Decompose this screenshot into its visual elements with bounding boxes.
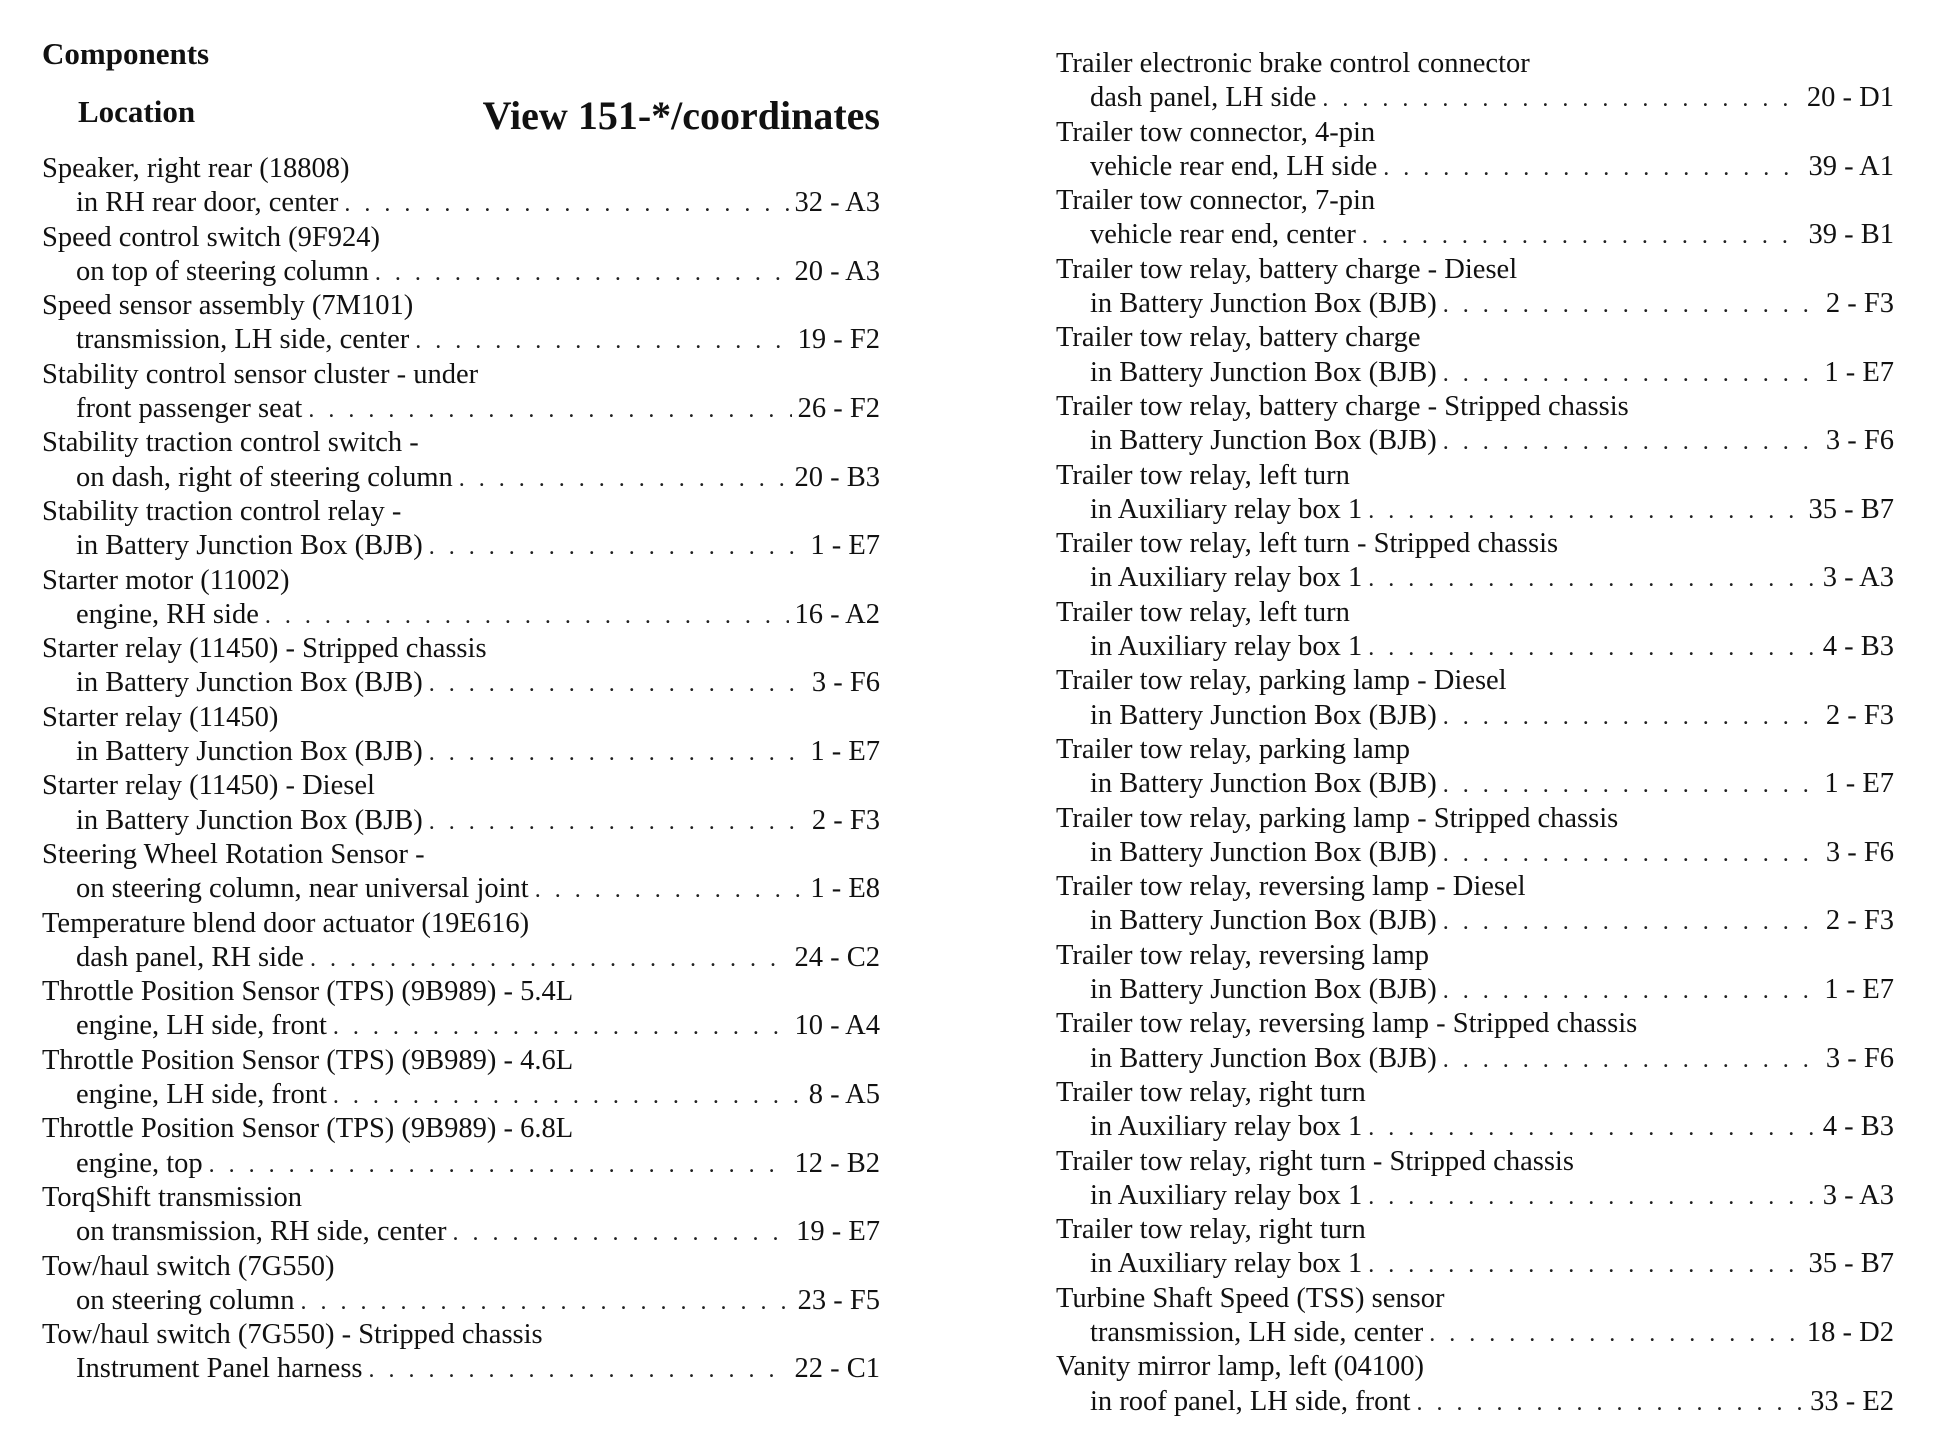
component-location-row — [1056, 150, 1894, 184]
component-name: Tow/haul switch (7G550) - Stripped chassis — [42, 1319, 543, 1351]
dot-leader — [369, 1358, 789, 1382]
component-location-row — [42, 598, 880, 632]
component-name: Starter relay (11450) - Diesel — [42, 770, 375, 802]
view-coordinate: 20 - B3 — [794, 461, 880, 493]
view-coordinate: 12 - B2 — [794, 1147, 880, 1179]
component-name: Throttle Position Sensor (TPS) (9B989) - 5.4L — [42, 976, 574, 1008]
component-entry — [42, 289, 880, 358]
dot-leader — [1443, 910, 1820, 934]
component-entry — [1056, 116, 1894, 185]
component-location: in Battery Junction Box (BJB) — [1090, 974, 1437, 1006]
dot-leader — [300, 1290, 791, 1314]
component-name: Trailer tow relay, reversing lamp - Stripped chassis — [1056, 1008, 1638, 1040]
component-location-row — [42, 804, 880, 838]
component-entry — [1056, 596, 1894, 665]
component-entry — [1056, 1007, 1894, 1076]
dot-leader — [1417, 1391, 1805, 1415]
component-location: vehicle rear end, center — [1090, 219, 1356, 251]
view-coordinate: 26 - F2 — [797, 393, 880, 425]
component-location-row — [42, 323, 880, 357]
component-location: in Battery Junction Box (BJB) — [1090, 425, 1437, 457]
component-location-row — [1056, 561, 1894, 595]
view-coordinate: 3 - A3 — [1822, 562, 1894, 594]
component-location-row — [42, 529, 880, 563]
component-location-row — [42, 186, 880, 220]
view-coordinate: 1 - E7 — [1824, 974, 1894, 1006]
component-location-row — [42, 461, 880, 495]
component-entry — [42, 907, 880, 976]
view-coordinate: 23 - F5 — [797, 1284, 880, 1316]
component-location-row — [1056, 836, 1894, 870]
component-entry — [42, 632, 880, 701]
view-coordinate: 20 - D1 — [1806, 82, 1894, 114]
component-location-row — [1056, 1110, 1894, 1144]
dot-leader — [429, 535, 805, 559]
component-location-row — [42, 1215, 880, 1249]
location-heading: Location — [78, 94, 196, 129]
component-location-row — [42, 392, 880, 426]
dot-leader — [310, 947, 789, 971]
dot-leader — [1368, 1253, 1802, 1277]
component-name: Starter relay (11450) — [42, 701, 279, 733]
component-name: Trailer tow relay, left turn - Stripped chassis — [1056, 528, 1559, 560]
component-location: in Battery Junction Box (BJB) — [1090, 836, 1437, 868]
component-name: Trailer tow relay, parking lamp - Stripped chassis — [1056, 802, 1619, 834]
component-location: in Auxiliary relay box 1 — [1090, 493, 1363, 525]
component-location: engine, RH side — [76, 598, 259, 630]
view-coordinate: 3 - F6 — [1825, 836, 1894, 868]
component-entry — [1056, 939, 1894, 1008]
dot-leader — [333, 1015, 789, 1039]
dot-leader — [1368, 499, 1802, 523]
view-coordinate: 2 - F3 — [1825, 905, 1894, 937]
view-coordinate: 35 - B7 — [1808, 1248, 1894, 1280]
component-entry — [1056, 1145, 1894, 1214]
component-location-row — [1056, 424, 1894, 458]
component-entry — [42, 1250, 880, 1319]
component-location: in Battery Junction Box (BJB) — [76, 736, 423, 768]
component-name: Turbine Shaft Speed (TSS) sensor — [1056, 1282, 1445, 1314]
component-location: transmission, LH side, center — [1090, 1316, 1424, 1348]
view-coordinate: 22 - C1 — [794, 1353, 880, 1385]
component-name: Trailer tow relay, left turn — [1056, 459, 1350, 491]
component-name: Throttle Position Sensor (TPS) (9B989) - 4.6L — [42, 1044, 574, 1076]
component-name: Trailer tow relay, parking lamp — [1056, 733, 1411, 765]
component-location: in Auxiliary relay box 1 — [1090, 1179, 1363, 1211]
component-location-row — [42, 735, 880, 769]
dot-leader — [344, 192, 788, 216]
component-name: Speaker, right rear (18808) — [42, 153, 350, 184]
component-entry — [1056, 1350, 1894, 1419]
component-location-row — [42, 1284, 880, 1318]
component-location: in Auxiliary relay box 1 — [1090, 1111, 1363, 1143]
view-coordinate: 8 - A5 — [808, 1079, 880, 1111]
view-coordinate: 3 - A3 — [1822, 1179, 1894, 1211]
component-location-row — [1056, 287, 1894, 321]
component-location: transmission, LH side, center — [76, 324, 410, 356]
right-entry-list — [1056, 47, 1894, 1419]
component-name: Speed control switch (9F924) — [42, 221, 380, 253]
component-location-row — [1056, 356, 1894, 390]
view-coordinate: 3 - F6 — [1825, 1042, 1894, 1074]
component-name: Trailer tow relay, battery charge — [1056, 322, 1421, 354]
component-location-row — [1056, 218, 1894, 252]
components-heading: Components — [42, 36, 210, 71]
component-name: Trailer tow relay, parking lamp - Diesel — [1056, 665, 1507, 697]
component-name: Trailer tow connector, 4-pin — [1056, 116, 1376, 148]
dot-leader — [1322, 87, 1801, 111]
view-coordinate: 2 - F3 — [1825, 288, 1894, 320]
view-coordinate: 19 - E7 — [796, 1216, 880, 1248]
view-coordinate: 1 - E7 — [810, 736, 880, 768]
dot-leader — [535, 878, 805, 902]
dot-leader — [1362, 224, 1803, 248]
component-entry — [42, 1181, 880, 1250]
component-location-row — [42, 1078, 880, 1112]
left-entry-list — [42, 152, 880, 1387]
component-entry — [1056, 664, 1894, 733]
component-location: dash panel, LH side — [1090, 82, 1317, 114]
component-location: on top of steering column — [76, 255, 369, 287]
component-name: Throttle Position Sensor (TPS) (9B989) - 6.8L — [42, 1113, 574, 1145]
component-entry — [1056, 1076, 1894, 1145]
component-name: TorqShift transmission — [42, 1181, 303, 1213]
component-name: Starter motor (11002) — [42, 564, 290, 596]
component-location-row — [1056, 904, 1894, 938]
component-name: Trailer tow relay, battery charge - Stripped chassis — [1056, 390, 1629, 422]
component-location-row — [1056, 81, 1894, 115]
component-location-row — [1056, 493, 1894, 527]
component-name: Temperature blend door actuator (19E616) — [42, 907, 530, 939]
component-location: in Auxiliary relay box 1 — [1090, 1248, 1363, 1280]
component-location-row — [1056, 1385, 1894, 1419]
component-entry — [42, 221, 880, 290]
dot-leader — [1443, 705, 1820, 729]
view-coordinate: 16 - A2 — [794, 598, 880, 630]
component-location: in Battery Junction Box (BJB) — [76, 804, 423, 836]
view-coordinate: 18 - D2 — [1806, 1316, 1894, 1348]
component-location-row — [42, 1352, 880, 1386]
component-entry — [42, 426, 880, 495]
view-coordinate: 20 - A3 — [794, 255, 880, 287]
component-location-row — [42, 1147, 880, 1181]
dot-leader — [1443, 773, 1819, 797]
component-name: Trailer tow relay, right turn — [1056, 1076, 1366, 1108]
component-location-row — [1056, 1247, 1894, 1281]
component-location-row — [1056, 973, 1894, 1007]
view-coordinate: 33 - E2 — [1810, 1385, 1894, 1417]
dot-leader — [333, 1084, 803, 1108]
component-location: in Battery Junction Box (BJB) — [1090, 356, 1437, 388]
component-name: Trailer tow relay, left turn — [1056, 596, 1350, 628]
component-location-row — [1056, 1042, 1894, 1076]
view-coordinate: 1 - E7 — [810, 530, 880, 562]
dot-leader — [429, 810, 806, 834]
view-coordinate: 4 - B3 — [1822, 631, 1894, 663]
component-location: Instrument Panel harness — [76, 1353, 363, 1385]
component-entry — [1056, 459, 1894, 528]
view-coordinate: 19 - F2 — [797, 324, 880, 356]
dot-leader — [308, 398, 791, 422]
component-location: in Battery Junction Box (BJB) — [76, 667, 423, 699]
dot-leader — [265, 604, 789, 628]
view-coordinate: 35 - B7 — [1808, 493, 1894, 525]
component-entry — [42, 564, 880, 633]
view-coordinate: 3 - F6 — [1825, 425, 1894, 457]
component-location: front passenger seat — [76, 393, 303, 425]
dot-leader — [459, 467, 789, 491]
dot-leader — [415, 329, 791, 353]
dot-leader — [1429, 1322, 1801, 1346]
component-location: in Battery Junction Box (BJB) — [76, 530, 423, 562]
component-location: vehicle rear end, LH side — [1090, 150, 1378, 182]
dot-leader — [1368, 1116, 1816, 1140]
component-name: Trailer tow relay, reversing lamp - Diesel — [1056, 871, 1526, 903]
component-entry — [42, 769, 880, 838]
view-coordinates-heading: View 151-*/coordinates — [482, 93, 880, 138]
dot-leader — [1443, 293, 1820, 317]
component-location-row — [1056, 630, 1894, 664]
view-coordinate: 39 - B1 — [1808, 219, 1894, 251]
component-name: Tow/haul switch (7G550) — [42, 1250, 335, 1282]
component-location: engine, top — [76, 1147, 203, 1179]
component-entry — [1056, 870, 1894, 939]
dot-leader — [209, 1153, 789, 1177]
component-entry — [42, 1318, 880, 1387]
dot-leader — [429, 741, 805, 765]
component-location-row — [42, 941, 880, 975]
component-location: in Battery Junction Box (BJB) — [1090, 288, 1437, 320]
component-location: on dash, right of steering column — [76, 461, 453, 493]
component-location: in Battery Junction Box (BJB) — [1090, 905, 1437, 937]
component-name: Trailer electronic brake control connector — [1056, 48, 1530, 79]
component-location: in Auxiliary relay box 1 — [1090, 631, 1363, 663]
dot-leader — [1383, 156, 1802, 180]
component-entry — [1056, 1282, 1894, 1351]
component-entry — [1056, 527, 1894, 596]
component-location: dash panel, RH side — [76, 941, 304, 973]
component-name: Trailer tow relay, battery charge - Diesel — [1056, 253, 1518, 285]
component-name: Vanity mirror lamp, left (04100) — [1056, 1351, 1425, 1383]
component-entry — [1056, 802, 1894, 871]
component-entry — [42, 152, 880, 221]
dot-leader — [375, 261, 789, 285]
component-location-row — [42, 1009, 880, 1043]
dot-leader — [1443, 430, 1820, 454]
dot-leader — [1443, 1048, 1820, 1072]
component-location-row — [1056, 1316, 1894, 1350]
component-name: Trailer tow relay, right turn - Stripped chassis — [1056, 1145, 1574, 1177]
component-entry — [42, 838, 880, 907]
component-name: Steering Wheel Rotation Sensor - — [42, 838, 425, 870]
component-entry — [42, 495, 880, 564]
component-location: in Battery Junction Box (BJB) — [1090, 1042, 1437, 1074]
dot-leader — [1368, 567, 1816, 591]
component-location: on steering column — [76, 1284, 295, 1316]
component-entry — [42, 1044, 880, 1113]
component-name: Stability traction control relay - — [42, 495, 402, 527]
component-name: Stability control sensor cluster - under — [42, 358, 479, 390]
component-name: Trailer tow relay, right turn — [1056, 1214, 1366, 1246]
component-location: in Battery Junction Box (BJB) — [1090, 699, 1437, 731]
component-location-row — [42, 872, 880, 906]
component-location: in Battery Junction Box (BJB) — [1090, 768, 1437, 800]
component-location-row — [1056, 699, 1894, 733]
dot-leader — [1368, 636, 1816, 660]
component-location-row — [42, 255, 880, 289]
view-coordinate: 10 - A4 — [794, 1010, 880, 1042]
component-name: Trailer tow relay, reversing lamp — [1056, 939, 1430, 971]
component-entry — [1056, 1213, 1894, 1282]
component-entry — [1056, 733, 1894, 802]
component-location-row — [42, 666, 880, 700]
dot-leader — [1443, 842, 1820, 866]
dot-leader — [1443, 362, 1819, 386]
component-location: engine, LH side, front — [76, 1010, 327, 1042]
component-entry — [1056, 390, 1894, 459]
view-coordinate: 2 - F3 — [1825, 699, 1894, 731]
view-coordinate: 1 - E7 — [1824, 768, 1894, 800]
component-entry — [42, 701, 880, 770]
view-coordinate: 39 - A1 — [1808, 150, 1894, 182]
view-coordinate: 4 - B3 — [1822, 1111, 1894, 1143]
component-location: engine, LH side, front — [76, 1079, 327, 1111]
component-location: in Auxiliary relay box 1 — [1090, 562, 1363, 594]
view-coordinate: 24 - C2 — [794, 941, 880, 973]
component-location-row — [1056, 767, 1894, 801]
component-name: Stability traction control switch - — [42, 427, 419, 459]
component-location: on steering column, near universal joint — [76, 873, 529, 905]
component-name: Speed sensor assembly (7M101) — [42, 290, 414, 322]
component-name: Starter relay (11450) - Stripped chassis — [42, 633, 487, 665]
component-entry — [42, 1112, 880, 1181]
component-entry — [1056, 184, 1894, 253]
component-location: on transmission, RH side, center — [76, 1216, 447, 1248]
component-entry — [42, 358, 880, 427]
component-location-row — [1056, 1179, 1894, 1213]
dot-leader — [452, 1221, 790, 1245]
component-entry — [1056, 47, 1894, 116]
dot-leader — [1368, 1185, 1816, 1209]
dot-leader — [1443, 979, 1819, 1003]
component-location: in roof panel, LH side, front — [1090, 1385, 1411, 1417]
component-entry — [1056, 321, 1894, 390]
view-coordinate: 2 - F3 — [811, 804, 880, 836]
view-coordinate: 1 - E8 — [810, 873, 880, 905]
component-entry — [42, 975, 880, 1044]
component-entry — [1056, 253, 1894, 322]
view-coordinate: 3 - F6 — [811, 667, 880, 699]
dot-leader — [429, 672, 806, 696]
view-coordinate: 1 - E7 — [1824, 356, 1894, 388]
component-name: Trailer tow connector, 7-pin — [1056, 185, 1376, 217]
component-location: in RH rear door, center — [76, 187, 339, 219]
view-coordinate: 32 - A3 — [794, 187, 880, 219]
